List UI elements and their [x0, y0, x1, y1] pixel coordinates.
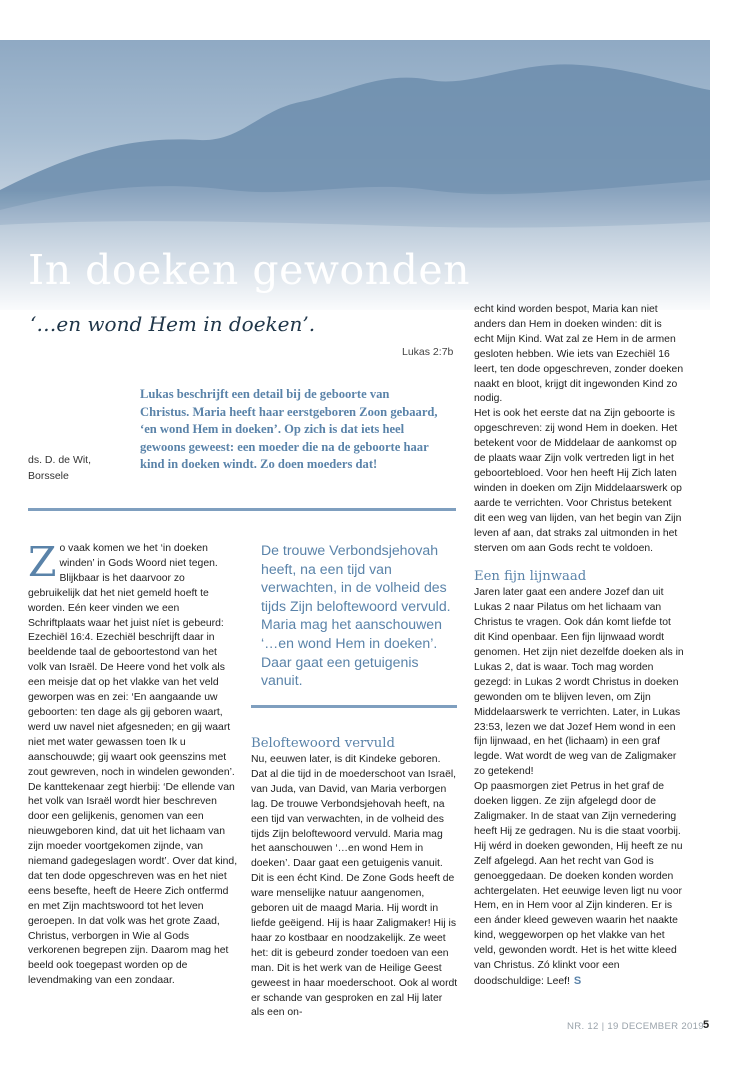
column-2 — [251, 735, 458, 1021]
article-subtitle: ‘…en wond Hem in doeken’. — [30, 312, 316, 336]
issue-info: NR. 12 | 19 DECEMBER 2019 — [567, 1021, 704, 1032]
pull-quote: De trouwe Verbondsjehovah heeft, na een tijd van verwachten, in de volheid des tijds Zijn beloftewoord vervuld. Maria mag het aanschouwen ‘…en wond Hem in doeken’. Daar gaat een getuigenis vanuit. — [261, 542, 451, 689]
column-1 — [28, 538, 238, 989]
page-number: 5 — [703, 1019, 710, 1031]
column-3-paragraph-4-text: Op paasmorgen ziet Petrus in het graf de doeken liggen. Ze zijn afgelegd door de Zaligmaker. In de staat van Zijn vernedering heeft Hij ze gedragen. Nu is die staat voorbij. Hij wérd in doeken gewonden, Hij heeft ze nu Zelf afgelegd. Aan het recht van God is genoeggedaan. De doeken konden worden achtergelaten. Het eeuwige leven ligt nu voor Hem, en in Hem voor al Zijn kinderen. Er is een ánder kleed geweven waarin het naakte kind, weggeworpen op het vlakke van het veld, gewonden wordt. Het is het witte kleed van Christus. Zó klinkt voor een doodschuldige: Leef! — [474, 781, 683, 987]
author-byline — [28, 452, 91, 484]
author-name: ds. D. de Wit, — [28, 454, 92, 466]
quote-divider — [251, 705, 457, 708]
section-heading-lijnwaad: Een fijn lijnwaad — [474, 569, 587, 585]
column-2-text: Nu, eeuwen later, is dit Kindeke geboren. Dat al die tijd in de moederschoot van Israël, van Juda, van David, van Maria verborgen lag. De trouwe Verbondsjehovah heeft, na een tijd van verwachten, in de volheid des tijds Zijn beloftewoord vervuld. Maria mag het aanschouwen ‘…en wond Hem in doeken’. Daar gaat een getuigenis vanuit. Dit is een écht Kind. De Zone Gods heeft de ware menselijke natuur aangenomen, geboren uit de maagd Maria. Hij wordt in liefde geëigend. Hij is haar Zaligmaker! Hij is haar zo kostbaar en noodzakelijk. Ze weet het: dit is gebeurd zonder toedoen van een man. Dit is het werk van de Heilige Geest geweest in haar moederschoot. Ook al wordt er schande van gesproken en zal Hij later als een on- — [251, 754, 458, 1019]
column-3-paragraph-1: echt kind worden bespot, Maria kan niet anders dan Hem in doeken winden: dit is echt Mijn Kind. Wat zal ze Hem in de armen gesloten hebben. Wie iets van Ezechiël 16 leert, ten dode opgeschreven, zonder doeken naakt en bloot, krijgt dit ingewonden Kind zo nodig. — [474, 304, 684, 405]
article-title: In doeken gewonden — [28, 246, 470, 294]
column-1-text: o vaak komen we het ‘in doeken winden’ in Gods Woord niet tegen. Blijkbaar is het daarvoor zo gebruikelijk dat het niet gemeld hoeft te worden. Eén keer vinden we een Schriftplaats waar het juist níet is gebeurd: Ezechiël 16:4. Ezechiël beschrijft daar in beeldende taal de geboortestond van het volk van Israël. De Heere vond het volk als een meisje dat op het vlakke van het veld geworpen was en zei: ‘En aangaande uw geboorten: ten dage als gij geboren waart, werd uw navel niet afgesneden; en gij waart niet met water gewassen toen Ik u aanschouwde; gij waart ook geenszins met zout gewreven, noch in windelen gewonden’. De kanttekenaar zegt hierbij: ‘De ellende van het volk van Israël wordt hier beschreven door een gelijkenis, genomen van een nieuwgeboren kind, dat uit het lichaam van zijn moeder voortgekomen zijnde, van niemand gadegeslagen wordt’. Over dat kind, dat ten dode opgeschreven was en het niet eens besefte, heeft de Heere Zich ontfermd en met Zijn machtswoord tot het leven geroepen. In dat volk was het grote Zaad, Christus, verborgen in Wie al Gods verkorenen begrepen zijn. Daarom mag het beeld ook toegepast worden op de levendmaking van een zondaar. — [28, 543, 238, 987]
article-intro: Lukas beschrijft een detail bij de geboorte van Christus. Maria heeft haar eerstgeboren Zoon gebaard, ‘en wond Hem in doeken’. Op zich is dat iets heel gewoons geweest: een moeder die na de geboorte haar kind in doeken windt. Zo doen moeders dat! — [140, 387, 438, 471]
intro-divider — [28, 508, 456, 511]
section-heading-beloftewoord: Beloftewoord vervuld — [251, 736, 395, 751]
column-3-paragraph-4 — [474, 780, 684, 990]
scripture-reference: Lukas 2:7b — [402, 346, 454, 358]
column-3-paragraph-2: Het is ook het eerste dat na Zijn geboorte is opgeschreven: zij wond Hem in doeken. Het betekent voor de Middelaar de aankomst op de plaats waar Zijn volk vertreden ligt in het geboortebloed. Voor hen heeft Hij Zich laten winden in doeken om Zijn Middelaarswerk op aarde te verrichten. Voor Christus betekent dit een weg van lijden, van het begin van Zijn leven af aan, dat straks zal uitmonden in het sterven om aan Gods recht te voldoen. — [474, 408, 682, 554]
column-3 — [474, 303, 684, 990]
drop-cap: Z — [28, 538, 57, 586]
author-place: Borssele — [28, 470, 69, 482]
column-3-paragraph-3: Jaren later gaat een andere Jozef dan uit Lukas 2 naar Pilatus om het lichaam van Christus te vragen. Ook dán komt liefde tot dit Kind openbaar. Een fijn lijnwaad wordt genomen. Het zijn niet dezelfde doeken als in Lukas 2, dat is waar. Toch mag worden gezegd: in Lukas 2 wordt Christus in doeken gewonden om te blijven leven, om Zijn Middelaarswerk te verrichten. Later, in Lukas 23:53, lezen we dat Jozef Hem wond in een fijn lijnwaad, en het (lichaam) in een graf legde. Wat wordt de weg van de Zaligmaker zo getekend! — [474, 587, 684, 778]
end-mark-icon: S — [573, 974, 582, 987]
